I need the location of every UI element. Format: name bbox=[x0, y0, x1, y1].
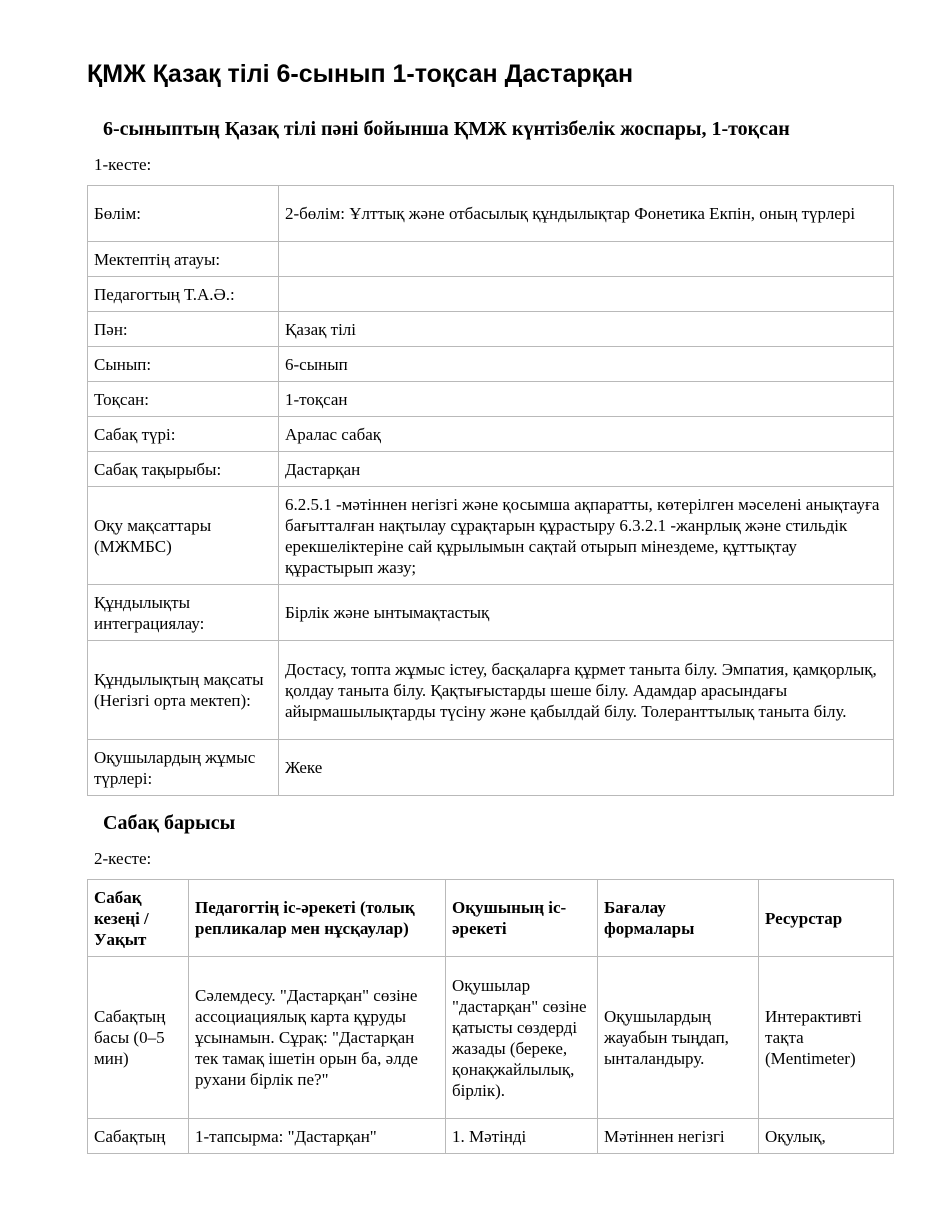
info-row-teacher-name bbox=[88, 277, 894, 312]
info-label: Бөлім: bbox=[88, 186, 279, 242]
table-cell: Оқушылардың жауабын тыңдап, ынталандыру. bbox=[598, 957, 759, 1119]
info-value: Аралас сабақ bbox=[279, 417, 894, 452]
info-label: Құндылықтың мақсаты (Негізгі орта мектеп): bbox=[88, 641, 279, 740]
table-cell: Интерактивті тақта (Mentimeter) bbox=[759, 957, 894, 1119]
info-value: Қазақ тілі bbox=[279, 312, 894, 347]
table-cell: Оқулық, bbox=[759, 1119, 894, 1154]
table-cell: Оқушылар "дастарқан" сөзіне қатысты сөздерді жазады (береке, қонақжайлылық, бірлік). bbox=[446, 957, 598, 1119]
column-header-student-activity: Оқушының іс-әрекеті bbox=[446, 880, 598, 957]
info-value: Жеке bbox=[279, 740, 894, 796]
lesson-progress-heading: Сабақ барысы bbox=[103, 812, 236, 834]
info-label: Құндылықты интеграциялау: bbox=[88, 585, 279, 641]
info-row-value-integration bbox=[88, 585, 894, 641]
info-row-subject bbox=[88, 312, 894, 347]
info-value: 2-бөлім: Ұлттық және отбасылық құндылықтар Фонетика Екпін, оның түрлері bbox=[279, 186, 894, 242]
table-cell: Сәлемдесу. "Дастарқан" сөзіне ассоциациялық карта құруды ұсынамын. Сұрақ: "Дастарқан тек тамақ ішетін орын ба, әлде рухани бірлік пе?" bbox=[189, 957, 446, 1119]
column-header-stage-time: Сабақ кезеңі / Уақыт bbox=[88, 880, 189, 957]
lesson-progress-table bbox=[87, 879, 894, 1154]
table1-caption: 1-кесте: bbox=[94, 155, 152, 174]
info-row-grade bbox=[88, 347, 894, 382]
info-row-quarter bbox=[88, 382, 894, 417]
column-header-teacher-activity: Педагогтің іс-әрекеті (толық репликалар мен нұсқаулар) bbox=[189, 880, 446, 957]
info-label: Сабақ түрі: bbox=[88, 417, 279, 452]
plan-heading: 6-сыныптың Қазақ тілі пәні бойынша ҚМЖ күнтізбелік жоспары, 1-тоқсан bbox=[103, 118, 790, 140]
table-row bbox=[88, 957, 894, 1119]
info-label: Мектептің атауы: bbox=[88, 242, 279, 277]
info-row-section bbox=[88, 186, 894, 242]
table-cell: 1. Мәтінді bbox=[446, 1119, 598, 1154]
table-header-row bbox=[88, 880, 894, 957]
info-label: Оқу мақсаттары (МЖМБС) bbox=[88, 487, 279, 585]
info-label: Пән: bbox=[88, 312, 279, 347]
info-value: Достасу, топта жұмыс істеу, басқаларға құрмет таныта білу. Эмпатия, қамқорлық, қолдау таныта білу. Қақтығыстарды шеше білу. Адамдар арасындағы айырмашылықтарды түсіну және қабылдай білу. Толеранттылық таныта білу. bbox=[279, 641, 894, 740]
info-label: Сабақ тақырыбы: bbox=[88, 452, 279, 487]
table-cell: Мәтіннен негізгі bbox=[598, 1119, 759, 1154]
table2-caption: 2-кесте: bbox=[94, 849, 152, 868]
info-row-work-types bbox=[88, 740, 894, 796]
info-value: 6.2.5.1 -мәтіннен негізгі және қосымша ақпаратты, көтерілген мәселені анықтауға бағытталған нақтылау сұрақтарын құрастыру 6.3.2.1 -жанрлық және стильдік ерекшеліктеріне сай құрылымын сақтай отырып мінездеме, құттықтау құрастырып жазу; bbox=[279, 487, 894, 585]
table-cell: Сабақтың bbox=[88, 1119, 189, 1154]
info-label: Педагогтың Т.А.Ә.: bbox=[88, 277, 279, 312]
column-header-resources: Ресурстар bbox=[759, 880, 894, 957]
info-value bbox=[279, 242, 894, 277]
info-value bbox=[279, 277, 894, 312]
info-label: Оқушылардың жұмыс түрлері: bbox=[88, 740, 279, 796]
info-row-value-goal bbox=[88, 641, 894, 740]
info-value: Бірлік және ынтымақтастық bbox=[279, 585, 894, 641]
table-cell: 1-тапсырма: "Дастарқан" bbox=[189, 1119, 446, 1154]
info-label: Тоқсан: bbox=[88, 382, 279, 417]
info-value: Дастарқан bbox=[279, 452, 894, 487]
table-row bbox=[88, 1119, 894, 1154]
column-header-assessment: Бағалау формалары bbox=[598, 880, 759, 957]
table-cell: Сабақтың басы (0–5 мин) bbox=[88, 957, 189, 1119]
document-title: ҚМЖ Қазақ тілі 6-сынып 1-тоқсан Дастарқан bbox=[87, 60, 634, 88]
info-value: 6-сынып bbox=[279, 347, 894, 382]
info-row-learning-objectives bbox=[88, 487, 894, 585]
lesson-info-table bbox=[87, 185, 894, 796]
info-row-school-name bbox=[88, 242, 894, 277]
info-row-lesson-type bbox=[88, 417, 894, 452]
info-row-lesson-topic bbox=[88, 452, 894, 487]
info-label: Сынып: bbox=[88, 347, 279, 382]
info-value: 1-тоқсан bbox=[279, 382, 894, 417]
